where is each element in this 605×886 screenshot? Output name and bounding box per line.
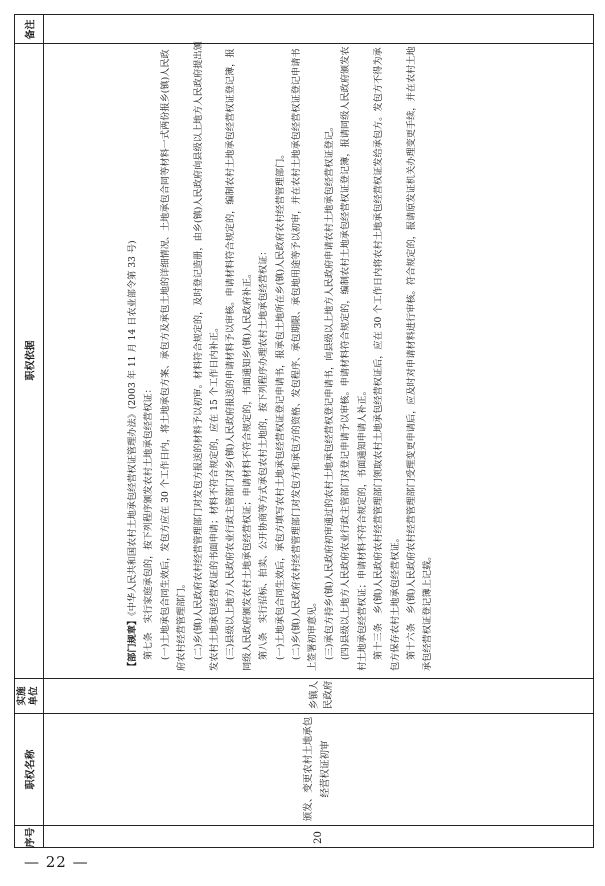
- header-note-cell: [15, 15, 43, 43]
- row-basis-cell: [125, 41, 585, 671]
- basis-article-7-item-2: (二)乡(镇)人民政府农村经营管理部门对发包方报送的材料予以初审。材料符合规定的，及时登记造册，由乡(镇)人民政府向县级以上地方人民政府提出颁发农村土地承包经营权证的书面申请；材料不符合规定的，应在 15 个工作日内补正。: [192, 41, 221, 671]
- permission-table: [14, 14, 594, 848]
- header-seq-cell: [15, 825, 43, 849]
- basis-article-16: 第十六条 乡(镇)人民政府农村经营管理部门受理变更申请后，应及时对申请材料进行审核。符合规定的，报请原发证机关办理变更手续，并在农村土地承包经营权证登记簿上记载。: [405, 46, 434, 671]
- row-unit: 乡镇人民政府: [309, 680, 334, 710]
- basis-article-8-item-3: (三)承包方持乡(镇)人民政府初审通过的农村土地承包经营权登记申请书，向县级以上地方人民政府申请农村土地承包经营权证登记。: [323, 121, 335, 660]
- row-seq-cell: [43, 825, 594, 849]
- basis-article-8-item-4: (四)县级以上地方人民政府农业行政主管部门对登记申请予以审核。申请材料符合规定的，编制农村土地承包经营权证登记簿，报请同级人民政府颁发农村土地承包经营权证；申请材料不符合规定的，书面通知申请人补正。: [340, 46, 368, 671]
- divider-header-row: [43, 15, 44, 847]
- row-name-cell: [300, 714, 336, 824]
- header-unit: 实施 单位: [16, 685, 40, 706]
- header-unit-cell: [15, 678, 43, 713]
- basis-article-7: 第七条 实行家庭承包的，按下列程序颁发农村土地承包经营权证：: [143, 384, 155, 660]
- basis-article-8-item-2: (二)乡(镇)人民政府农村经营管理部门对发包方和承包方的资格、发包程序、承包期限、承包地用途等予以初审，并在农村土地承包经营权证登记申请书上签署初审意见。: [291, 48, 319, 671]
- row-name: 颁发、变更农村土地承包经营权证初审: [303, 716, 331, 822]
- row-seq: 20: [312, 830, 324, 844]
- page-number: — 22 —: [24, 853, 89, 871]
- header-basis: 职权依据: [25, 340, 37, 381]
- basis-article-13: 第十三条 乡(镇)人民政府农村经营管理部门领取农村土地承包经营权证后，应在 30 个工作日内将农村土地承包经营权证发给承包方。发包方不得为承包方保存农村土地承包经营权证。: [373, 47, 401, 671]
- header-basis-cell: [15, 43, 43, 678]
- basis-article-7-item-1: (一)土地承包合同生效后，发包方应在 30 个工作日内，将土地承包方案、承包方及承包土地的详细情况、土地承包合同等材料一式两份报乡(镇)人民政府农村经营管理部门。: [159, 49, 188, 671]
- basis-source: 【部门规章】《中华人民共和国农村土地承包经营权证管理办法》(2003 年 11 月 14 日农业部令第 33 号): [127, 240, 138, 671]
- basis-article-8-item-1: (一)土地承包合同生效后，承包方填写农村土地承包经营权证登记申请书，报承包土地所在乡(镇)人民政府农村经营管理部门。: [274, 149, 286, 660]
- divider-basis: [15, 678, 593, 679]
- header-name: 职权名称: [25, 749, 37, 789]
- row-note-cell: [43, 15, 594, 43]
- basis-article-7-item-3: (三)县级以上地方人民政府农业行政主管部门对乡(镇)人民政府报送的申请材料予以审核。申请材料符合规定的，编制农村土地承包经营权证登记簿，报同级人民政府颁发农村土地承包经营权证；申请材料不符合规定的，书面通知乡(镇)人民政府补正。: [225, 48, 253, 671]
- row-unit-cell: [308, 678, 354, 712]
- header-name-cell: [15, 713, 43, 825]
- header-seq: 序号: [25, 827, 37, 847]
- basis-article-8: 第八条 实行招标、拍卖、公开协商等方式承包农村土地的，按下列程序办理农村土地承包经营权证：: [258, 246, 270, 660]
- header-note: 备注: [25, 19, 37, 39]
